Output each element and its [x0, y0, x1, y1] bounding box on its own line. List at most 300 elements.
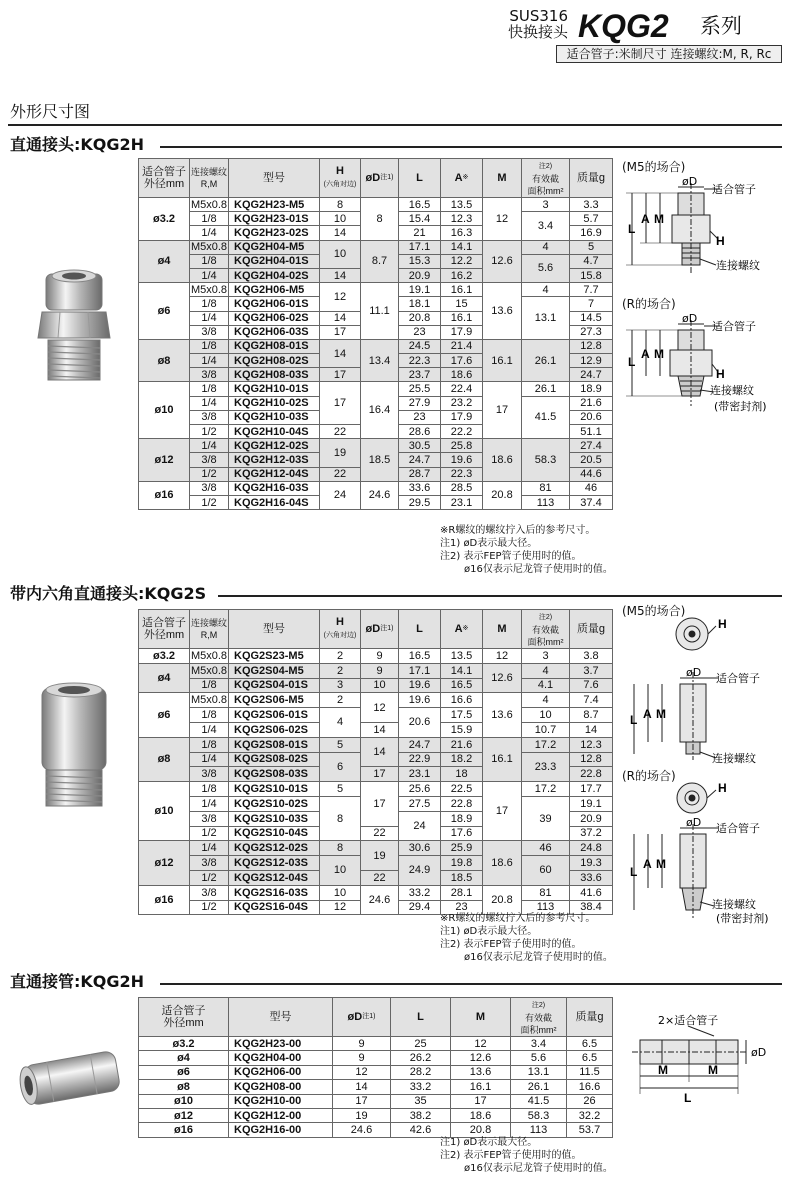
dim-d-label: øD	[686, 816, 702, 829]
cell-h: 17	[320, 325, 361, 339]
cell-a: 16.1	[441, 311, 483, 325]
cell-thread: 1/4	[190, 226, 229, 240]
cell-thread: 1/8	[190, 708, 229, 723]
kqg2s-r-dimension-drawing	[620, 778, 780, 928]
table-row	[139, 439, 613, 453]
col-header-d: $øD^{注1)}$	[361, 159, 399, 198]
cell-mass: 32.2	[567, 1108, 613, 1122]
cell-l: 28.7	[399, 467, 441, 481]
cell-model: KQG2S12-02S	[229, 841, 320, 856]
cell-mass: 7	[570, 297, 613, 311]
cell-l: 24	[399, 811, 441, 841]
cell-model: KQG2S04-M5	[229, 663, 320, 678]
cell-a: 19.8	[441, 856, 483, 871]
dim-m-label: M	[654, 212, 664, 226]
cell-m: 13.6	[483, 693, 522, 737]
cell-area: 26.1	[511, 1080, 567, 1094]
cell-l: 27.9	[399, 396, 441, 410]
cell-mass: 14	[570, 722, 613, 737]
dim-d-label: øD	[686, 666, 702, 679]
cell-model: KQG2H06-03S	[229, 325, 320, 339]
cell-a: 22.3	[441, 467, 483, 481]
cell-thread: M5x0.8	[190, 694, 228, 707]
r-case-label: (R的场合)	[622, 297, 676, 311]
cell-thread: 1/2	[190, 495, 229, 509]
cell-area: 41.5	[522, 396, 570, 439]
m5-case-label: (M5的场合)	[622, 160, 686, 174]
cell-mass: 53.7	[567, 1123, 613, 1137]
cell-tube-od: ø12	[139, 841, 190, 885]
cell-thread: 1/4	[190, 752, 229, 767]
dim-a-label: A	[641, 347, 650, 361]
dim-l-label: L	[630, 713, 638, 727]
cell-thread: 3/8	[190, 481, 229, 495]
cell-a: 25.8	[441, 439, 483, 453]
cell-thread: 1/4	[190, 722, 229, 737]
cell-thread: 3/8	[190, 811, 229, 826]
cell-a: 18.9	[441, 811, 483, 826]
r-case-label: (R的场合)	[622, 769, 676, 783]
cell-tube-od: ø10	[139, 1094, 229, 1108]
product-type-label: 快换接头	[507, 23, 568, 41]
cell-d: 14	[361, 737, 399, 767]
cell-thread: 1/2	[190, 425, 229, 439]
cell-h: 2	[320, 649, 361, 664]
cell-d: 22	[361, 826, 399, 841]
cell-a: 14.1	[441, 663, 483, 678]
cell-h: 5	[320, 737, 361, 752]
cell-model: KQG2S06-02S	[229, 722, 320, 737]
cell-m: 17	[451, 1094, 511, 1108]
dim-a-label: A	[643, 707, 652, 721]
cell-thread: 1/4	[190, 796, 229, 811]
cell-area: 3	[522, 649, 570, 664]
col-header-l: L	[391, 998, 451, 1037]
cell-h: 12	[320, 283, 361, 311]
cell-thread: 1/4	[190, 354, 229, 368]
col-header-area: 注2) 有效截 面积mm²	[522, 610, 570, 649]
cell-area: 4.1	[522, 678, 570, 693]
cell-l: 27.5	[399, 796, 441, 811]
cell-area: 41.5	[511, 1094, 567, 1108]
cell-d: 9	[333, 1051, 391, 1065]
cell-h: 14	[320, 339, 361, 367]
cell-h: 19	[320, 439, 361, 467]
cell-a: 16.5	[441, 678, 483, 693]
kqg2s-m5-dimension-drawing	[620, 612, 780, 765]
cell-tube-od: ø16	[139, 885, 190, 915]
cell-area: 58.3	[511, 1108, 567, 1122]
cell-a: 15.9	[441, 722, 483, 737]
cell-area: 5.6	[522, 254, 570, 282]
cell-d: 11.1	[361, 283, 399, 340]
cell-mass: 33.6	[570, 870, 613, 885]
cell-area: 39	[522, 796, 570, 840]
col-header-mass: 质量g	[567, 998, 613, 1037]
dim-l-label: L	[630, 865, 638, 879]
table1-notes: ※R螺纹的螺纹拧入后的参考尺寸。 注1) øD表示最大径。 注2) 表示FEP管子使用时的值。 ø16仅表示尼龙管子使用时的值。	[440, 525, 613, 575]
cell-l: 30.5	[399, 439, 441, 453]
cell-model: KQG2H23-00	[229, 1037, 333, 1051]
cell-area: 4	[522, 663, 570, 678]
socket-fitting-photo	[32, 680, 116, 810]
cell-a: 17.9	[441, 325, 483, 339]
cell-area: 5.6	[511, 1051, 567, 1065]
cell-model: KQG2H08-02S	[229, 354, 320, 368]
cell-area: 81	[522, 885, 570, 900]
cell-model: KQG2H06-M5	[229, 283, 320, 297]
col-header-model: 型号	[229, 159, 320, 198]
cell-mass: 14.5	[570, 311, 613, 325]
cell-d: 16.4	[361, 382, 399, 439]
cell-model: KQG2S10-03S	[229, 811, 320, 826]
col-header-model: 型号	[229, 610, 320, 649]
cell-a: 23	[441, 900, 483, 915]
cell-m: 12	[483, 649, 522, 664]
cell-a: 17.6	[441, 826, 483, 841]
kqg2h-spec-table	[138, 158, 613, 510]
dim-h-label: H	[716, 367, 725, 381]
cell-model: KQG2S08-01S	[229, 737, 320, 752]
table-row	[139, 841, 613, 856]
cell-mass: 18.9	[570, 382, 613, 396]
cell-model: KQG2H06-02S	[229, 311, 320, 325]
cell-mass: 11.5	[567, 1065, 613, 1079]
cell-model: KQG2S06-M5	[229, 693, 320, 708]
cell-l: 24.9	[399, 856, 441, 886]
cell-m: 17	[483, 382, 522, 439]
cell-model: KQG2H12-00	[229, 1108, 333, 1122]
cell-h: 2	[320, 663, 361, 678]
cell-l: 29.5	[399, 495, 441, 509]
cell-thread: 1/2	[190, 826, 229, 841]
cell-l: 28.6	[399, 425, 441, 439]
cell-h: 17	[320, 368, 361, 382]
cell-tube-od: ø8	[139, 737, 190, 781]
cell-a: 16.1	[441, 283, 483, 297]
cell-thread: 1/8	[190, 297, 229, 311]
cell-a: 15	[441, 297, 483, 311]
cell-area: 113	[522, 495, 570, 509]
hex-fitting-photo	[30, 268, 118, 388]
cell-mass: 19.1	[570, 796, 613, 811]
cell-a: 22.5	[441, 782, 483, 797]
col-header-thread: 连接螺纹 R,M	[190, 159, 229, 198]
col-header-h: H (六角对边)	[320, 610, 361, 649]
dim-a-label: A	[641, 212, 650, 226]
cell-a: 17.5	[441, 708, 483, 723]
col-header-model: 型号	[229, 998, 333, 1037]
cell-a: 22.8	[441, 796, 483, 811]
col-header-m: M	[451, 998, 511, 1037]
cell-mass: 19.3	[570, 856, 613, 871]
col-header-tube-od: 适合管子 外径mm	[139, 610, 190, 649]
cell-a: 23.2	[441, 396, 483, 410]
cell-m: 18.6	[483, 439, 522, 482]
thread-callout: 连接螺纹	[716, 259, 760, 272]
cell-a: 16.3	[441, 226, 483, 240]
thread-callout: 连接螺纹	[712, 752, 756, 765]
table-row	[139, 1051, 613, 1065]
table-row	[139, 663, 613, 678]
table-row	[139, 722, 613, 737]
cell-thread: M5x0.8	[190, 649, 228, 662]
section-title-kqg2h: 直通接头:KQG2H	[10, 135, 145, 154]
cell-l: 33.2	[399, 885, 441, 900]
dim-h-label: H	[716, 234, 725, 248]
cell-a: 19.6	[441, 453, 483, 467]
cell-d: 8.7	[361, 240, 399, 283]
cell-d: 9	[361, 663, 399, 678]
cell-model: KQG2H08-01S	[229, 339, 320, 353]
cell-mass: 38.4	[570, 900, 613, 915]
cell-d: 9	[333, 1037, 391, 1051]
tube-callout: 适合管子	[712, 320, 756, 333]
cell-area: 10.7	[522, 722, 570, 737]
cell-m: 16.1	[451, 1080, 511, 1094]
cell-m: 12.6	[483, 240, 522, 283]
table-row	[139, 649, 613, 664]
cell-m: 18.6	[451, 1108, 511, 1122]
cell-model: KQG2S04-01S	[229, 678, 320, 693]
cell-model: KQG2S10-04S	[229, 826, 320, 841]
cell-area: 17.2	[522, 737, 570, 752]
col-header-l: L	[399, 610, 441, 649]
cell-model: KQG2S16-03S	[229, 885, 320, 900]
dim-l-label: L	[684, 1091, 692, 1105]
cell-l: 20.8	[399, 311, 441, 325]
col-header-m: M	[483, 159, 522, 198]
dim-m-label: M	[656, 707, 666, 721]
table-row	[139, 382, 613, 396]
cell-model: KQG2H16-04S	[229, 495, 320, 509]
cell-thread: 1/2	[190, 467, 229, 481]
cell-l: 20.6	[399, 708, 441, 738]
section-divider	[160, 983, 782, 985]
cell-mass: 12.8	[570, 752, 613, 767]
cell-l: 16.5	[399, 198, 441, 212]
cell-mass: 37.2	[570, 826, 613, 841]
cell-h: 10	[320, 240, 361, 268]
sealant-note: (带密封剂)	[714, 400, 767, 413]
cell-m: 12	[483, 198, 522, 241]
series-suffix: 系列	[700, 14, 742, 38]
cell-model: KQG2S10-02S	[229, 796, 320, 811]
cell-thread: 1/4	[190, 396, 229, 410]
cell-model: KQG2H16-00	[229, 1123, 333, 1137]
col-header-m: M	[483, 610, 522, 649]
cell-thread: 1/4	[190, 311, 229, 325]
cell-model: KQG2H08-03S	[229, 368, 320, 382]
dim-m-label: M	[654, 347, 664, 361]
cell-m: 13.6	[451, 1065, 511, 1079]
cell-h: 3	[320, 678, 361, 693]
cell-mass: 7.6	[570, 678, 613, 693]
cell-thread: M5x0.8	[190, 241, 228, 254]
cell-l: 17.1	[399, 663, 441, 678]
cell-tube-od: ø10	[139, 782, 190, 841]
cell-area: 46	[522, 841, 570, 856]
cell-d: 19	[333, 1108, 391, 1122]
cell-a: 18.2	[441, 752, 483, 767]
cell-m: 13.6	[483, 283, 522, 340]
table-row	[139, 240, 613, 254]
cell-mass: 7.4	[570, 693, 613, 708]
cell-mass: 41.6	[570, 885, 613, 900]
title-divider	[8, 124, 782, 126]
cell-l: 29.4	[399, 900, 441, 915]
cell-thread: 1/8	[190, 782, 229, 797]
table-row	[139, 339, 613, 353]
cell-mass: 22.8	[570, 767, 613, 782]
cell-area: 60	[522, 856, 570, 886]
cell-d: 24.6	[361, 481, 399, 509]
cell-thread: 1/4	[190, 439, 229, 453]
table-row	[139, 1094, 613, 1108]
cell-mass: 24.7	[570, 368, 613, 382]
cell-model: KQG2S06-01S	[229, 708, 320, 723]
cell-area: 3.4	[511, 1037, 567, 1051]
cell-l: 22.9	[399, 752, 441, 767]
cell-m: 12.6	[451, 1051, 511, 1065]
cell-h: 8	[320, 796, 361, 840]
cell-a: 28.5	[441, 481, 483, 495]
cell-l: 21	[399, 226, 441, 240]
dim-m-left-label: M	[658, 1063, 668, 1077]
cell-model: KQG2H04-00	[229, 1051, 333, 1065]
cell-mass: 6.5	[567, 1051, 613, 1065]
cell-l: 18.1	[399, 297, 441, 311]
cell-a: 12.3	[441, 212, 483, 226]
cell-m: 12	[451, 1037, 511, 1051]
cell-m: 20.8	[483, 481, 522, 509]
cell-l: 23	[399, 325, 441, 339]
cell-mass: 4.7	[570, 254, 613, 268]
cell-tube-od: ø8	[139, 339, 190, 382]
cell-model: KQG2S12-03S	[229, 856, 320, 871]
cell-mass: 7.7	[570, 283, 613, 297]
cell-model: KQG2H16-03S	[229, 481, 320, 495]
cell-d: 13.4	[361, 339, 399, 382]
cell-l: 19.6	[399, 678, 441, 693]
col-header-a: A※	[441, 610, 483, 649]
dim-d-label: øD	[751, 1046, 767, 1059]
cell-l: 33.6	[399, 481, 441, 495]
cell-thread: 3/8	[190, 410, 229, 424]
union-fitting-photo	[14, 1038, 130, 1118]
cell-model: KQG2H10-01S	[229, 382, 320, 396]
col-header-a: A※	[441, 159, 483, 198]
cell-model: KQG2H10-03S	[229, 410, 320, 424]
cell-tube-od: ø12	[139, 1108, 229, 1122]
cell-mass: 44.6	[570, 467, 613, 481]
cell-mass: 12.8	[570, 339, 613, 353]
dim-m-right-label: M	[708, 1063, 718, 1077]
cell-m: 18.6	[483, 841, 522, 885]
cell-mass: 46	[570, 481, 613, 495]
cell-model: KQG2S08-03S	[229, 767, 320, 782]
cell-d: 10	[361, 678, 399, 693]
cell-m: 16.1	[483, 737, 522, 781]
cell-thread: 3/8	[190, 856, 229, 871]
dim-l-label: L	[628, 222, 636, 236]
kqg2h-r-dimension-drawing	[620, 310, 780, 420]
cell-l: 26.2	[391, 1051, 451, 1065]
cell-a: 21.4	[441, 339, 483, 353]
cell-model: KQG2S23-M5	[229, 649, 320, 664]
table-row	[139, 1037, 613, 1051]
cell-a: 28.1	[441, 885, 483, 900]
cell-d: 17	[361, 767, 399, 782]
col-header-tube-od: 适合管子 外径mm	[139, 159, 190, 198]
cell-tube-od: ø8	[139, 1080, 229, 1094]
cell-a: 18.6	[441, 368, 483, 382]
cell-mass: 17.7	[570, 782, 613, 797]
cell-l: 19.1	[399, 283, 441, 297]
thread-callout: 连接螺纹	[710, 384, 754, 397]
kqg2h-union-spec-table	[138, 997, 613, 1138]
cell-m: 20.8	[451, 1123, 511, 1137]
cell-a: 16.2	[441, 268, 483, 282]
cell-area: 58.3	[522, 439, 570, 482]
cell-d: 24.6	[333, 1123, 391, 1137]
cell-model: KQG2H23-M5	[229, 198, 320, 212]
cell-d: 22	[361, 870, 399, 885]
cell-a: 25.9	[441, 841, 483, 856]
cell-thread: 1/8	[190, 678, 229, 693]
dim-a-label: A	[643, 857, 652, 871]
cell-area: 4	[522, 693, 570, 708]
cell-a: 12.2	[441, 254, 483, 268]
cell-l: 30.6	[399, 841, 441, 856]
cell-d: 12	[333, 1065, 391, 1079]
cell-a: 14.1	[441, 240, 483, 254]
cell-area: 3	[522, 198, 570, 212]
col-header-d: $øD^{注1)}$	[333, 998, 391, 1037]
cell-thread: 3/8	[190, 325, 229, 339]
cell-mass: 12.9	[570, 354, 613, 368]
table-row	[139, 693, 613, 708]
dim-d-label: øD	[682, 175, 698, 188]
dim-h-label: H	[718, 781, 727, 795]
cell-mass: 8.7	[570, 708, 613, 723]
cell-mass: 51.1	[570, 425, 613, 439]
cell-thread: 3/8	[190, 885, 229, 900]
cell-model: KQG2H12-02S	[229, 439, 320, 453]
cell-area: 17.2	[522, 782, 570, 797]
cell-model: KQG2S12-04S	[229, 870, 320, 885]
cell-h: 14	[320, 226, 361, 240]
cell-model: KQG2H10-00	[229, 1094, 333, 1108]
cell-mass: 20.6	[570, 410, 613, 424]
cell-h: 12	[320, 900, 361, 915]
table-row	[139, 1065, 613, 1079]
cell-tube-od: ø4	[139, 1051, 229, 1065]
cell-thread: M5x0.8	[190, 198, 228, 211]
cell-l: 38.2	[391, 1108, 451, 1122]
cell-thread: M5x0.8	[190, 283, 228, 296]
cell-model: KQG2H10-04S	[229, 425, 320, 439]
cell-mass: 20.5	[570, 453, 613, 467]
cell-l: 23.7	[399, 368, 441, 382]
cell-l: 24.7	[399, 737, 441, 752]
cell-area: 10	[522, 708, 570, 723]
cell-l: 42.6	[391, 1123, 451, 1137]
cell-h: 10	[320, 885, 361, 900]
cell-l: 25.6	[399, 782, 441, 797]
cell-d: 9	[361, 649, 399, 664]
cell-d: 8	[361, 198, 399, 241]
